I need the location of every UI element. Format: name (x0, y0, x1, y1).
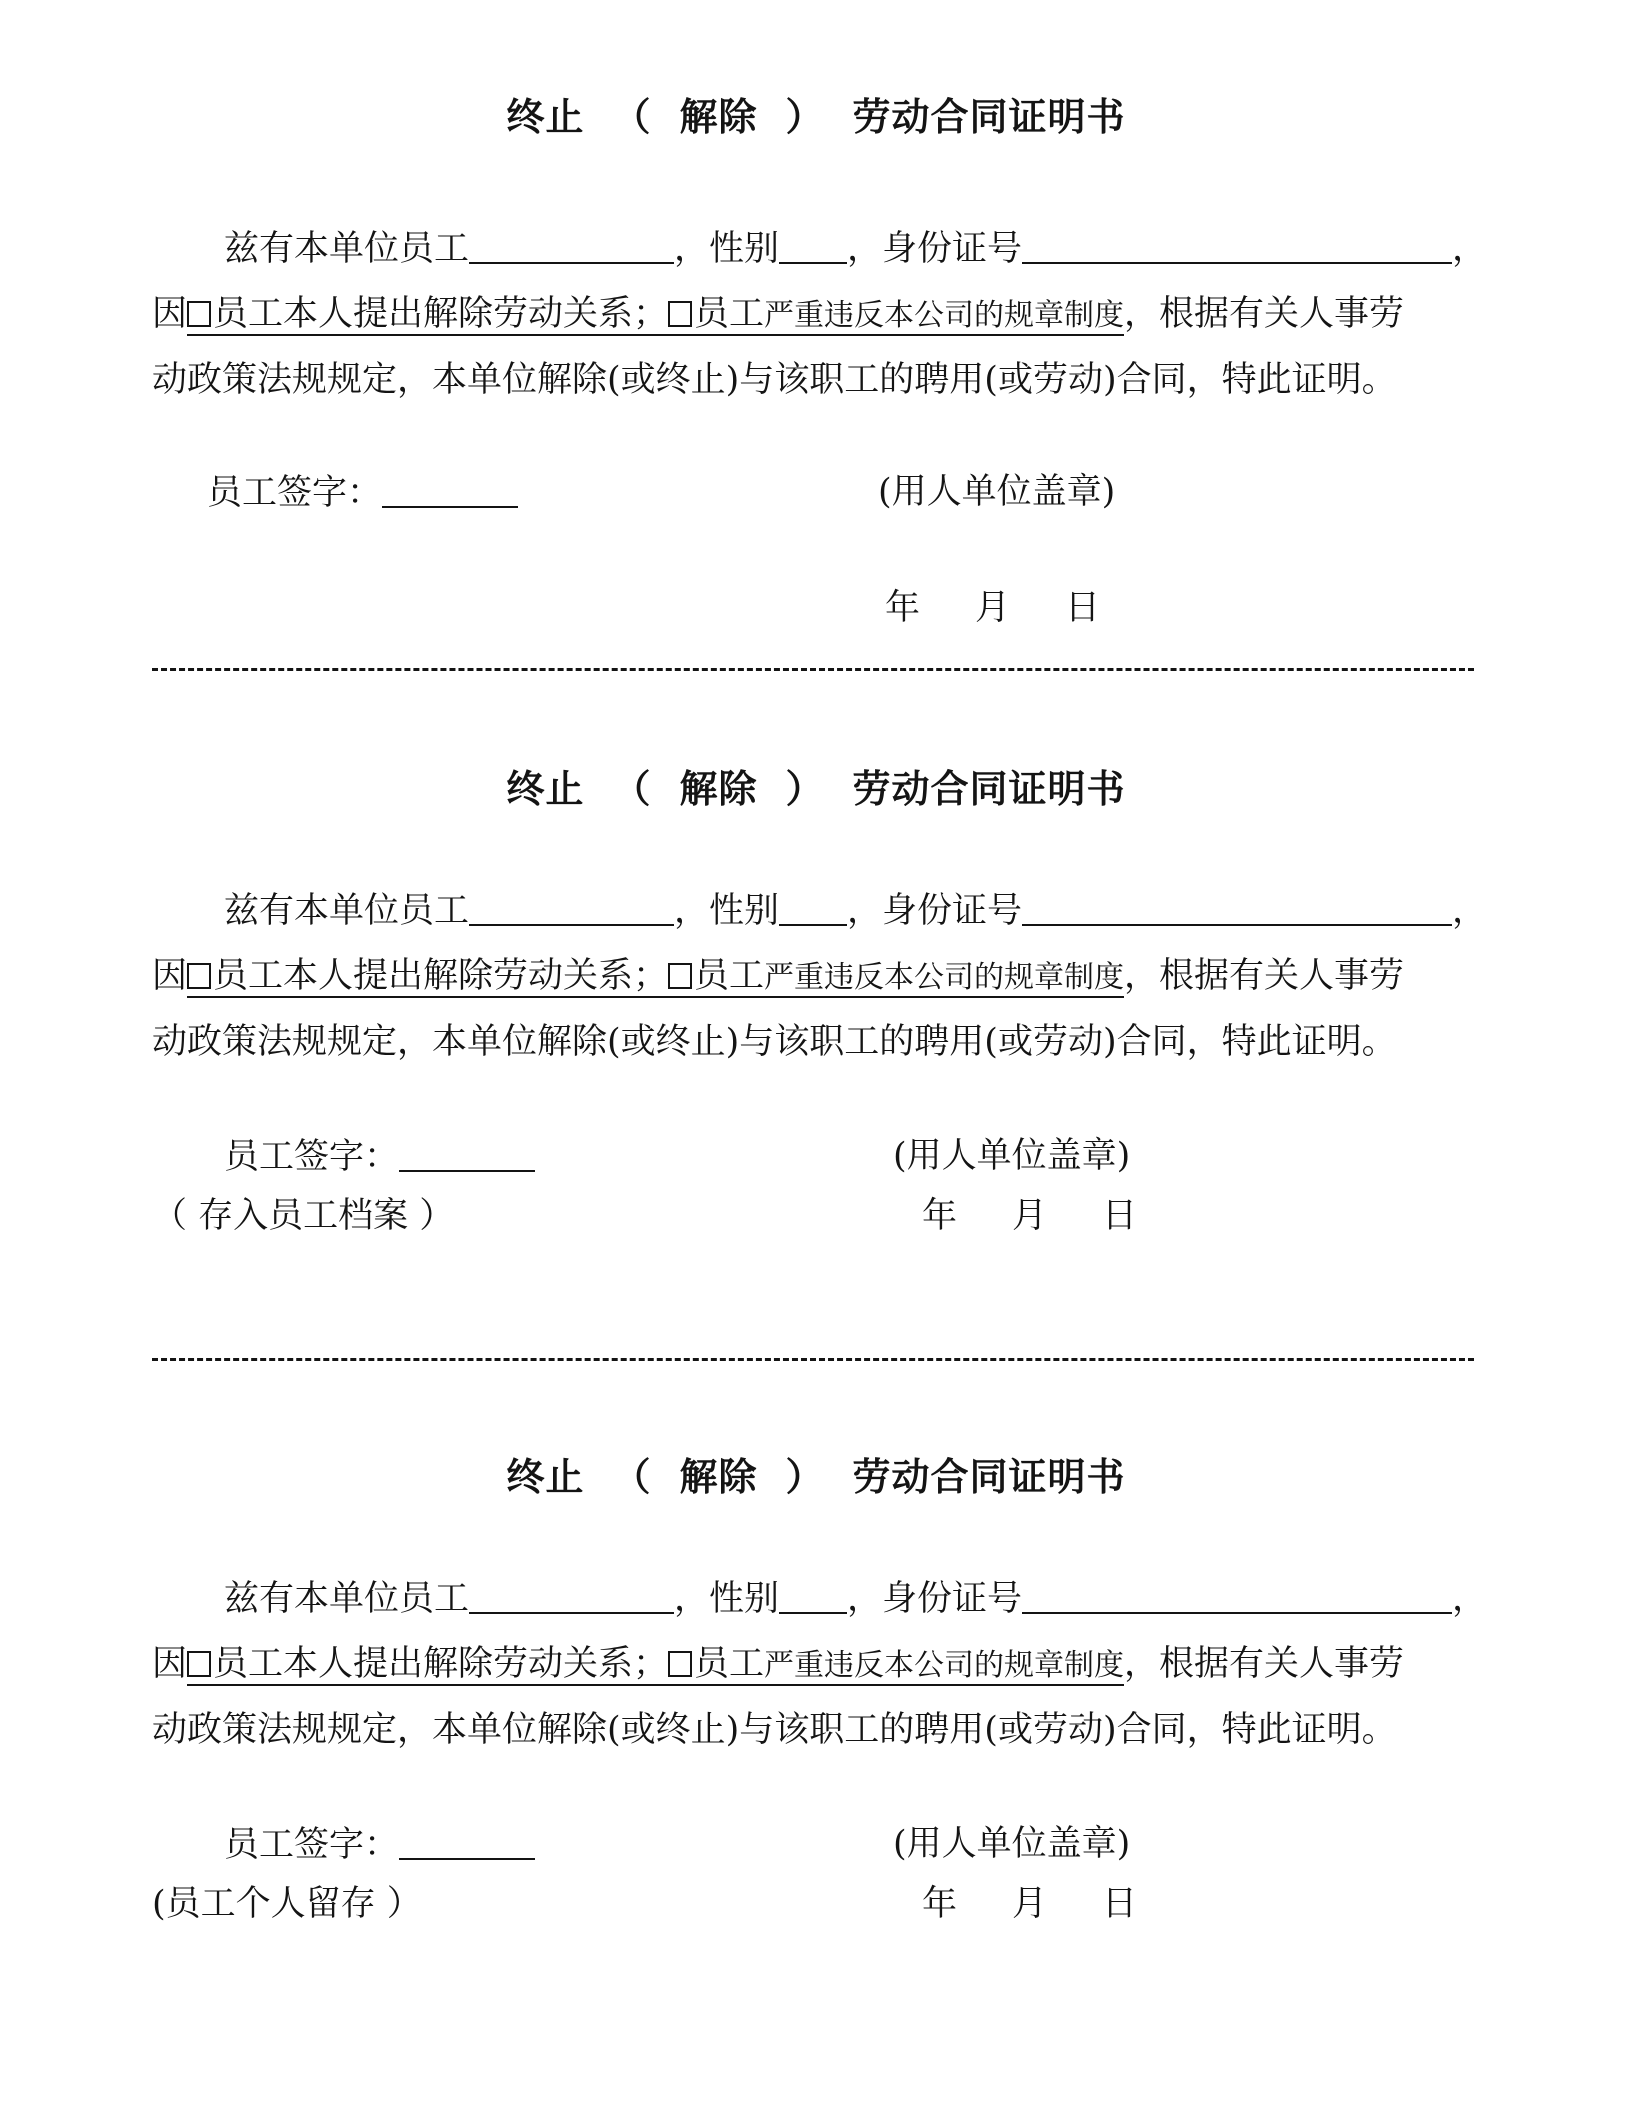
text-gender-label: ，性别 (674, 1579, 780, 1619)
date-month-label: 月 (975, 588, 1011, 628)
date-year-label: 年 (922, 1196, 958, 1236)
title-part-contract-certificate: 劳动合同证明书 (852, 1455, 1126, 1499)
text-comma: ， (1452, 1579, 1488, 1619)
title-part-dissolve: 解除 (679, 767, 758, 811)
text-id-label: ，身份证号 (847, 1579, 1023, 1619)
employee-signature-blank[interactable] (382, 470, 518, 508)
form-title (0, 86, 1632, 141)
id-number-blank[interactable] (1022, 888, 1452, 926)
text-comma: ， (1452, 891, 1488, 931)
text-gender-label: ，性别 (674, 229, 780, 269)
title-part-contract-certificate: 劳动合同证明书 (852, 767, 1126, 811)
checkbox-employee-violation[interactable] (668, 963, 692, 989)
checkbox-employee-violation[interactable] (668, 1651, 692, 1677)
body-line-2 (152, 954, 1472, 1000)
gender-blank[interactable] (779, 226, 847, 264)
gender-blank[interactable] (779, 1576, 847, 1614)
date-day-label: 日 (1065, 588, 1101, 628)
text-certification-statement: 动政策法规规定，本单位解除(或终止)与该职工的聘用(或劳动)合同，特此证明。 (152, 1022, 1397, 1062)
body-line-2 (152, 1642, 1472, 1688)
body-line-1 (152, 1576, 1488, 1621)
checkbox-employee-violation[interactable] (668, 301, 692, 327)
id-number-blank[interactable] (1022, 226, 1452, 264)
body-line-1 (152, 226, 1488, 271)
body-line-2 (152, 292, 1472, 338)
title-paren-open: （ (612, 767, 652, 811)
title-part-dissolve: 解除 (679, 95, 758, 139)
text-according-to: ，根据有关人事劳 (1124, 956, 1405, 996)
company-seal-label: (用人单位盖章) (893, 1824, 1131, 1864)
option-employee-violation-label-a: 员工 (694, 1644, 765, 1684)
signature-row (152, 470, 1472, 515)
title-paren-close: ） (785, 1455, 825, 1499)
text-employee-intro: 兹有本单位员工 (224, 891, 470, 931)
text-gender-label: ，性别 (674, 891, 780, 931)
title-part-terminate: 终止 (506, 767, 585, 811)
employee-signature-blank[interactable] (399, 1822, 535, 1860)
date-day-label: 日 (1102, 1884, 1138, 1924)
title-part-dissolve: 解除 (679, 1455, 758, 1499)
date-row (885, 586, 1100, 630)
option-employee-resign-label: 员工本人提出解除劳动关系； (213, 1644, 669, 1684)
option-employee-violation-label-b: 严重违反本公司的规章制度 (764, 1648, 1125, 1683)
form-title (0, 758, 1632, 813)
employee-signature-label: 员工签字： (224, 1825, 400, 1865)
title-part-terminate: 终止 (506, 95, 585, 139)
text-id-label: ，身份证号 (847, 229, 1023, 269)
checkbox-employee-resign[interactable] (187, 963, 211, 989)
cut-line-divider-1 (152, 668, 1474, 671)
checkbox-employee-resign[interactable] (187, 1651, 211, 1677)
text-because: 因 (152, 294, 188, 334)
employee-signature-label: 员工签字： (207, 473, 383, 513)
checkbox-employee-resign[interactable] (187, 301, 211, 327)
option-employee-violation-label-b: 严重违反本公司的规章制度 (764, 960, 1125, 995)
date-day-label: 日 (1102, 1196, 1138, 1236)
option-employee-violation-label-b: 严重违反本公司的规章制度 (764, 298, 1125, 333)
title-paren-open: （ (612, 95, 652, 139)
text-because: 因 (152, 1644, 188, 1684)
title-part-terminate: 终止 (506, 1455, 585, 1499)
option-employee-violation-label-a: 员工 (694, 956, 765, 996)
cut-line-divider-2 (152, 1358, 1474, 1361)
employee-name-blank[interactable] (469, 888, 674, 926)
text-id-label: ，身份证号 (847, 891, 1023, 931)
date-month-label: 月 (1012, 1196, 1048, 1236)
signature-row (152, 1134, 1472, 1179)
body-line-3 (152, 1020, 1472, 1064)
text-employee-intro: 兹有本单位员工 (224, 1579, 470, 1619)
body-line-3 (152, 358, 1472, 402)
option-employee-violation-label-a: 员工 (694, 294, 765, 334)
text-according-to: ，根据有关人事劳 (1124, 1644, 1405, 1684)
form-title (0, 1446, 1632, 1501)
id-number-blank[interactable] (1022, 1576, 1452, 1614)
copy-note-personal: (员工个人留存 ） (152, 1884, 422, 1924)
copy-note-archive: （ 存入员工档案 ） (152, 1196, 455, 1236)
employee-signature-blank[interactable] (399, 1134, 535, 1172)
company-seal-label: (用人单位盖章) (893, 1136, 1131, 1176)
date-month-label: 月 (1012, 1884, 1048, 1924)
text-because: 因 (152, 956, 188, 996)
employee-name-blank[interactable] (469, 1576, 674, 1614)
title-part-contract-certificate: 劳动合同证明书 (852, 95, 1126, 139)
text-certification-statement: 动政策法规规定，本单位解除(或终止)与该职工的聘用(或劳动)合同，特此证明。 (152, 360, 1397, 400)
employee-name-blank[interactable] (469, 226, 674, 264)
option-employee-resign-label: 员工本人提出解除劳动关系； (213, 956, 669, 996)
text-according-to: ，根据有关人事劳 (1124, 294, 1405, 334)
signature-row (152, 1822, 1472, 1867)
title-paren-open: （ (612, 1455, 652, 1499)
date-row (922, 1194, 1137, 1238)
body-line-3 (152, 1708, 1472, 1752)
gender-blank[interactable] (779, 888, 847, 926)
text-employee-intro: 兹有本单位员工 (224, 229, 470, 269)
option-employee-resign-label: 员工本人提出解除劳动关系； (213, 294, 669, 334)
title-paren-close: ） (785, 95, 825, 139)
date-year-label: 年 (885, 588, 921, 628)
company-seal-label: (用人单位盖章) (878, 472, 1116, 512)
employee-signature-label: 员工签字： (224, 1137, 400, 1177)
title-paren-close: ） (785, 767, 825, 811)
text-comma: ， (1452, 229, 1488, 269)
body-line-1 (152, 888, 1488, 933)
text-certification-statement: 动政策法规规定，本单位解除(或终止)与该职工的聘用(或劳动)合同，特此证明。 (152, 1710, 1397, 1750)
date-year-label: 年 (922, 1884, 958, 1924)
date-row (922, 1882, 1137, 1926)
